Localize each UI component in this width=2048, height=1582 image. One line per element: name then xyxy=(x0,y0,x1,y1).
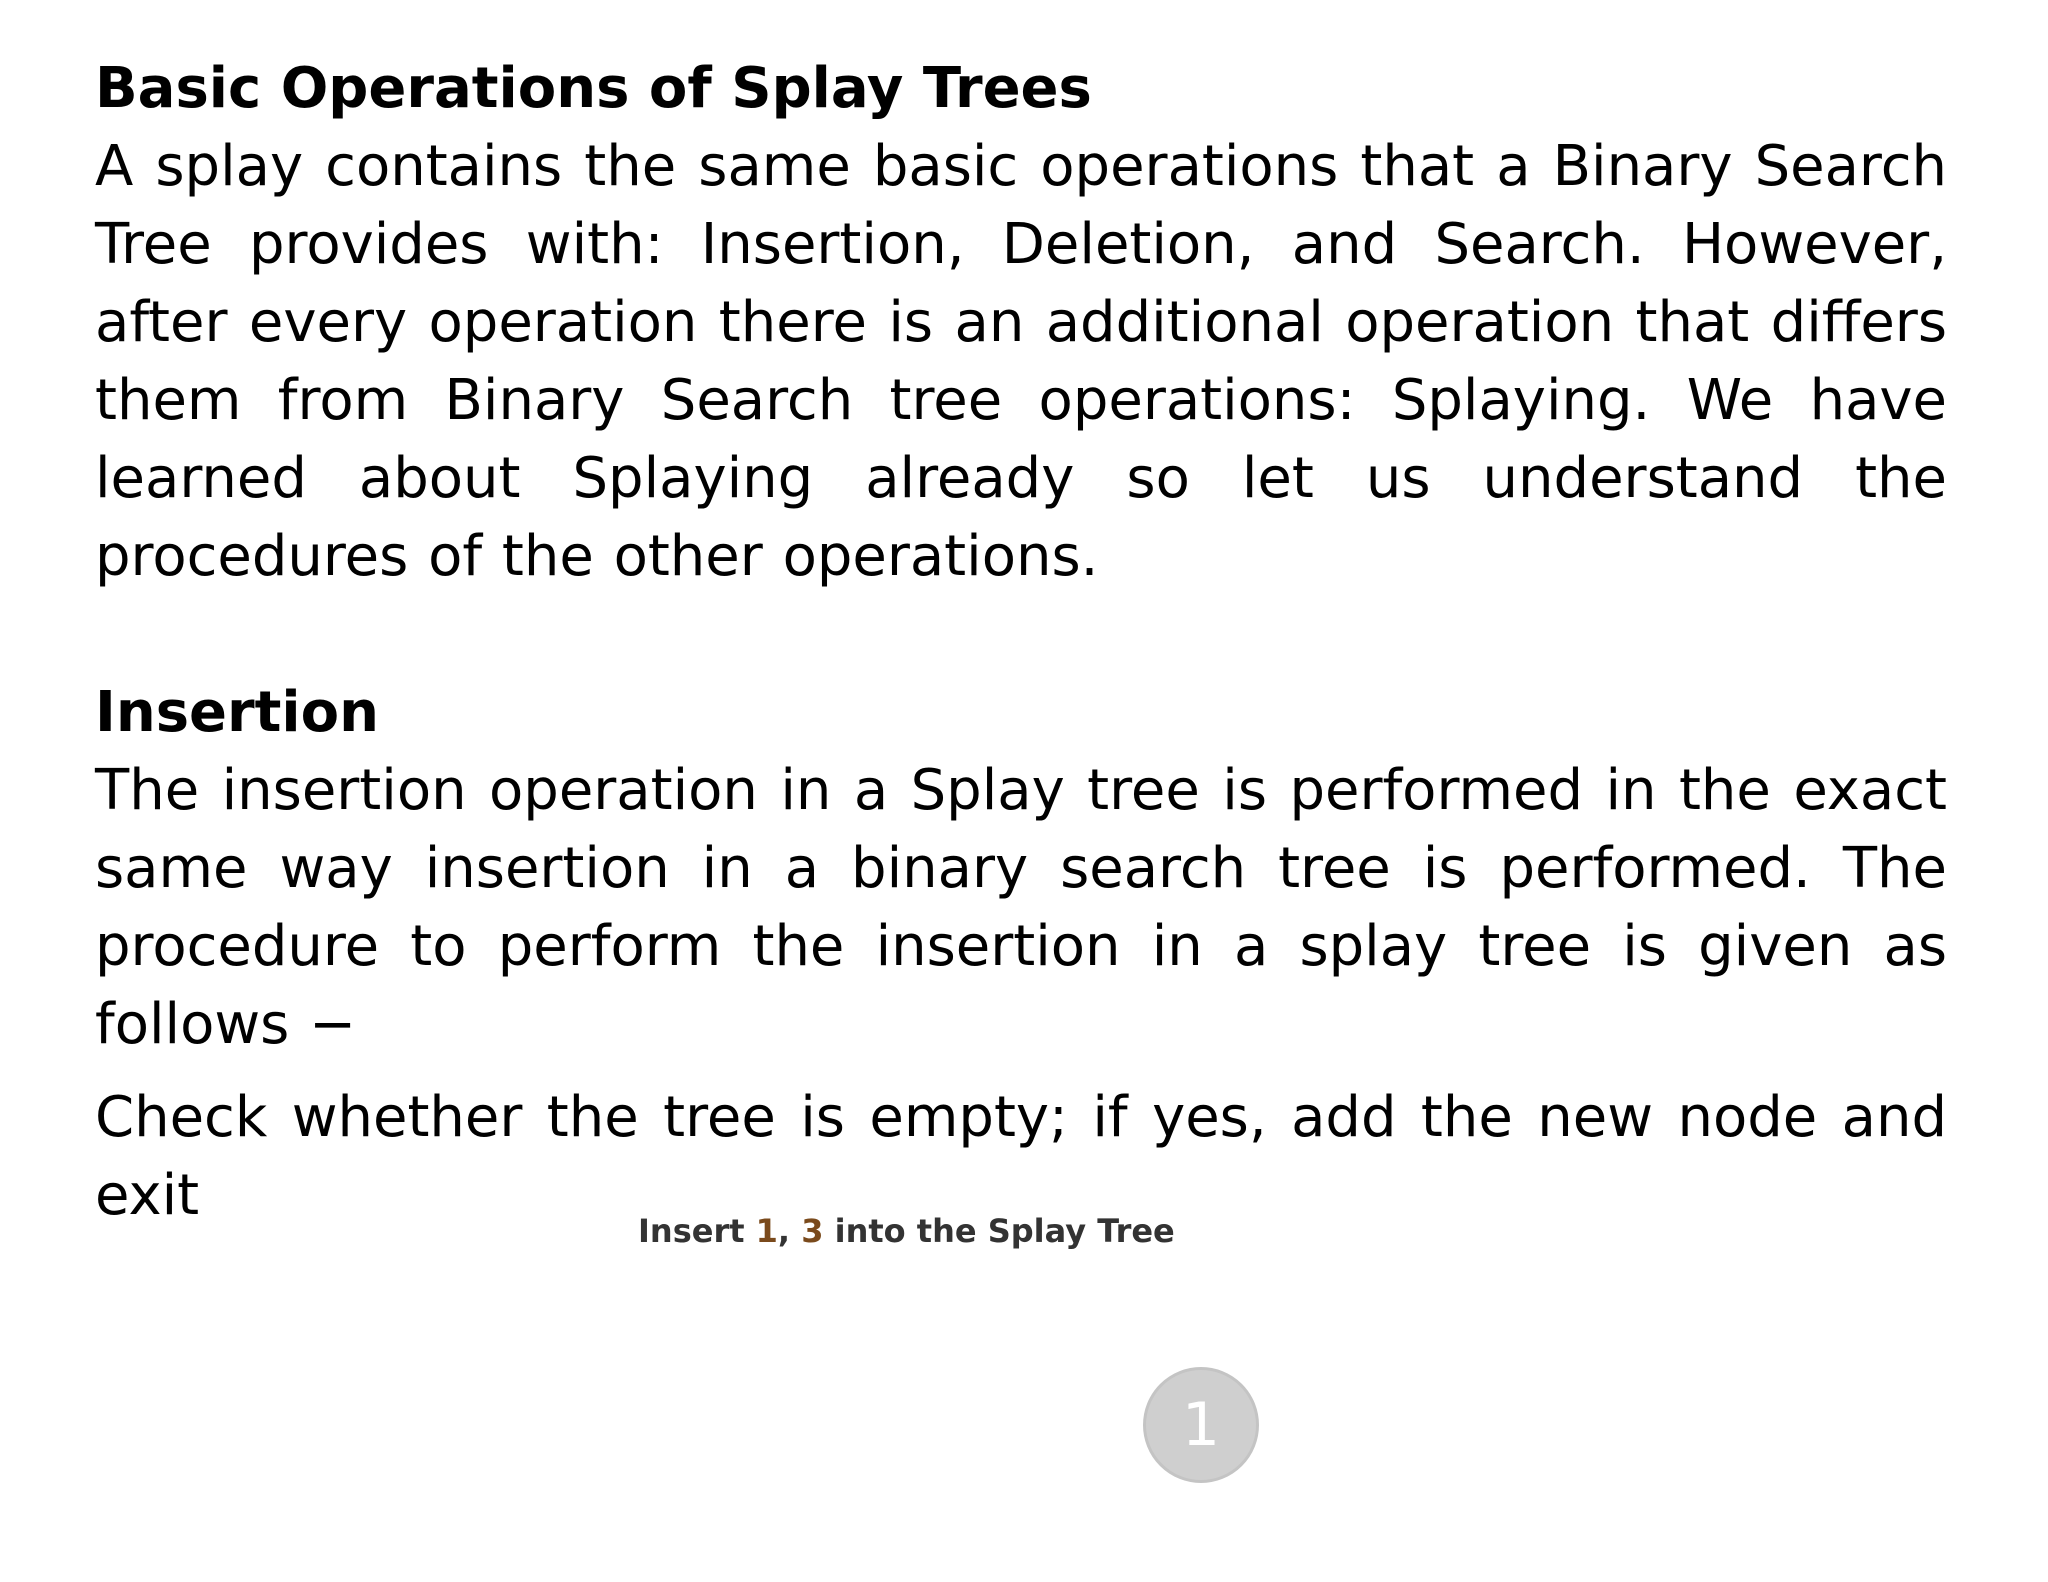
document-body xyxy=(95,50,1947,1235)
spacer xyxy=(95,596,1947,674)
caption-suffix: into the Splay Tree xyxy=(823,1212,1175,1250)
spacer xyxy=(95,1064,1947,1079)
caption-number-1: 1 xyxy=(755,1212,778,1250)
caption-number-2: 3 xyxy=(801,1212,824,1250)
section-heading-basic-operations: Basic Operations of Splay Trees xyxy=(95,56,1092,121)
animation-caption xyxy=(632,1202,1175,1260)
insertion-step-1: Check whether the tree is empty; if yes, add the new node and exit xyxy=(95,1085,1947,1228)
caption-prefix: Insert xyxy=(638,1212,756,1250)
section-paragraph-insertion: The insertion operation in a Splay tree is performed in the exact same way insertion in a binary search tree is performed. The procedure to perform the insertion in a splay tree is given as follows − xyxy=(95,758,1947,1057)
caption-separator: , xyxy=(777,1212,802,1250)
tree-node: 1 xyxy=(1143,1367,1259,1483)
section-heading-insertion: Insertion xyxy=(95,680,379,745)
section-paragraph-basic-operations: A splay contains the same basic operations that a Binary Search Tree provides with: Insertion, Deletion, and Search. However, after every operation there is an additional operation that differs them from Binary Search tree operations: Splaying. We have learned about Splaying already so let us understand the procedures of the other operations. xyxy=(95,134,1947,589)
